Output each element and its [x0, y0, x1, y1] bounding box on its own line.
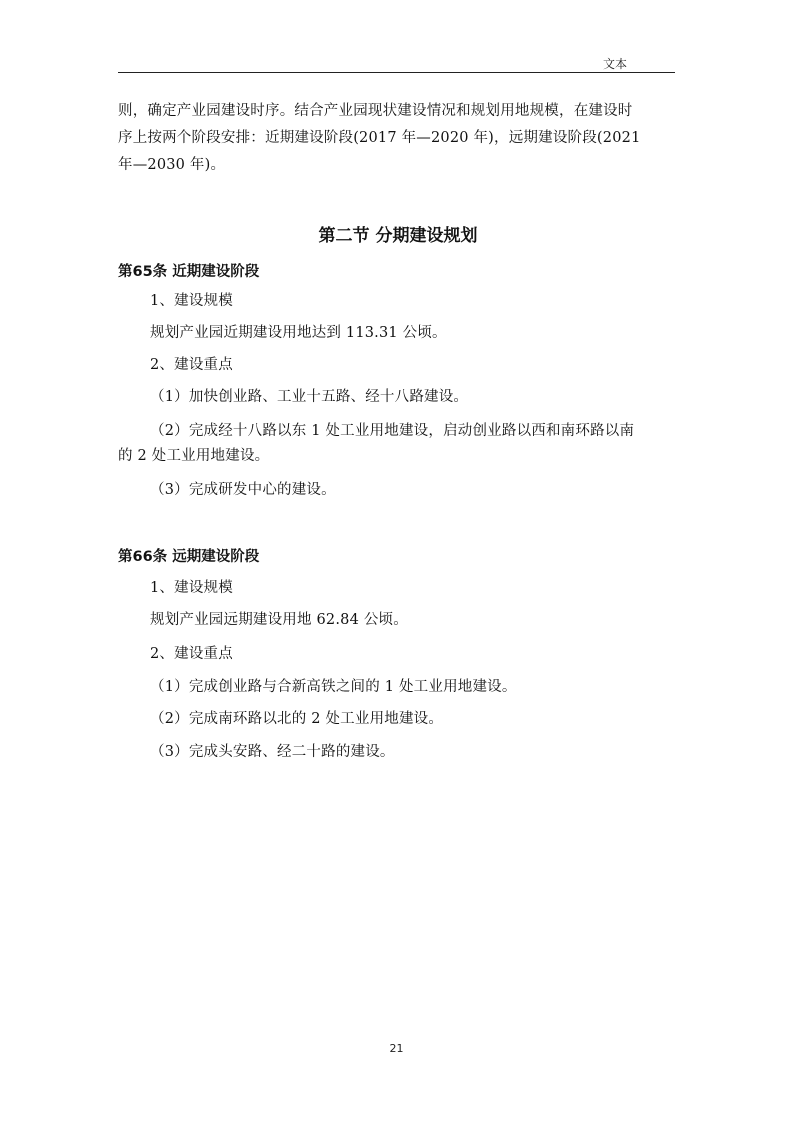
article-65-point-2-line-2: 的 2 处工业用地建设。	[118, 448, 270, 464]
article-66-point-3: （3）完成头安路、经二十路的建设。	[150, 744, 395, 760]
intro-line-2: 序上按两个阶段安排：近期建设阶段(2017 年—2020 年)，远期建设阶段(2021	[118, 130, 641, 146]
page-number: 21	[389, 1042, 404, 1055]
header-divider	[118, 72, 675, 73]
article-66-point-1: （1）完成创业路与合新高铁之间的 1 处工业用地建设。	[150, 679, 517, 695]
article-65-heading: 第65条 近期建设阶段	[118, 264, 260, 280]
article-65-point-1: （1）加快创业路、工业十五路、经十八路建设。	[150, 389, 469, 405]
article-65-item-2: 2、建设重点	[150, 357, 233, 373]
article-65-point-2-line-1: （2）完成经十八路以东 1 处工业用地建设，启动创业路以西和南环路以南	[150, 423, 635, 439]
article-66-point-2: （2）完成南环路以北的 2 处工业用地建设。	[150, 711, 444, 727]
intro-line-1: 则，确定产业园建设时序。结合产业园现状建设情况和规划用地规模，在建设时	[118, 103, 633, 119]
article-65-item-1: 1、建设规模	[150, 293, 233, 309]
article-65-item-1-text: 规划产业园近期建设用地达到 113.31 公顷。	[150, 325, 447, 341]
section-title: 第二节 分期建设规划	[318, 226, 478, 246]
article-66-heading: 第66条 远期建设阶段	[118, 549, 260, 565]
header-label: 文本	[602, 57, 627, 71]
article-66-item-1: 1、建设规模	[150, 580, 233, 596]
intro-line-3: 年—2030 年)。	[118, 157, 226, 173]
article-66-item-1-text: 规划产业园远期建设用地 62.84 公顷。	[150, 612, 408, 628]
article-66-item-2: 2、建设重点	[150, 646, 233, 662]
article-65-point-3: （3）完成研发中心的建设。	[150, 482, 336, 498]
